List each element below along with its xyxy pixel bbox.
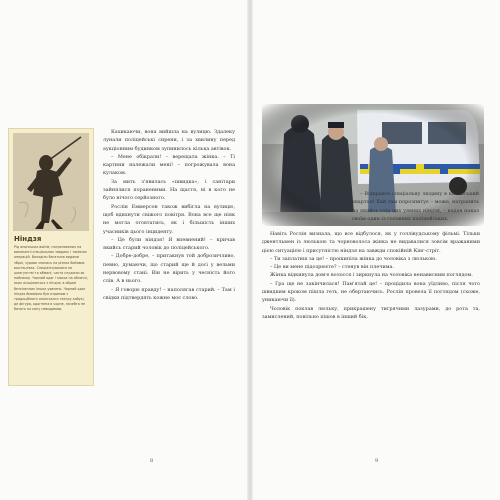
paragraph: Навіть Рослін визнала, що все відбулося, як у голлівудському фільмі. Тільки джентльмен із люлькою та чорноволоса жінка не видавалися зовсім вражаними цією ситуацією і присутністю ніндзя на завжди спокійній Кінг-стріт. — [262, 231, 480, 254]
right-top-text-column — [352, 190, 479, 223]
page-number-left: 8 — [150, 458, 154, 464]
paragraph: – Гра ще не закінчилася! Пам'ятай це! – процідила вона уїдливо, після чого швидким кроком пішла геть, не обертаючись. Рослін провела її поглядом (схоже, уникаючи її). — [262, 280, 480, 304]
sidebar-title: Ніндзя — [14, 235, 42, 243]
paragraph: Жінка відкинула довге волосся і зиркнула на чоловіка ненависним поглядом. — [270, 272, 473, 279]
ninja-illustration — [13, 133, 89, 231]
paragraph: За мить з'явилась «швидка», і санітари зайнялися пораненими. На щастя, ні в кого не було нічого серйозного. — [103, 178, 235, 202]
left-text-column — [103, 128, 235, 302]
paragraph: – Я говорю правду! – наполягав старий. – Там і свідки підтвердять кожне моє слово. — [103, 286, 235, 301]
paragraph: Кахикаючи, вона вийшла на вулицю. Здалеку лунали поліцейські сирени, і за хвилину перед аукціонним будинком зупинилось кілька автівок. — [103, 129, 235, 152]
paragraph: – Мене обікрали! – верещала жінка. – Ті картини належали мені! – погрожувала вона кулаком. — [103, 153, 235, 177]
paragraph: – Це були ніндзя! Я впевнений! – кричав якийсь старий чоловік до поліцейського. — [103, 236, 235, 252]
ninja-figure-icon — [13, 133, 89, 231]
paragraph: Чоловік поклав люльку, прикрашену тигрячими лазурами, до рота та, замислений, повільно пішов в інший бік. — [262, 305, 480, 320]
paragraph: Рослін Еммерсон також вибігла на вулицю, щоб вдихнути свіжого повітря. Вона все ще ніяк не могла оговтатись, як і більшість інших учасників цього інциденту. — [103, 203, 235, 235]
book-gutter — [247, 0, 253, 500]
right-text-column — [262, 230, 480, 321]
ninja-sidebar-box — [8, 128, 94, 386]
page-number-right: 9 — [375, 458, 379, 464]
paragraph: – Добре-добре, – притакнув той доброзичливо, певно, думаючи, що старий ще й досі у вельми нервовому стані. Він не вірить у чесність його слів. А в нього. — [103, 253, 235, 285]
paragraph: – Ти заплатиш за це! – прошипіла жінка до чоловіка з люлькою. — [270, 255, 437, 262]
paragraph: – Це ви мене підозрюєте? – стенув він плечима. — [270, 264, 394, 271]
sidebar-text: Рід японських воїнів, натренованих на виконанні спеціальних завдань і таємних операцій. Володіли багатьма видами зброї, чудово знались на різних бойових мистецтвах. Спеціалізувалися на шпигунстві та обмані, часто служили як найманці. Чорний одяг і маска на обличчі, яких асоціюються з ніндзя, в образі безкінечних інших уявлень. Чорний одяг ніндзя ймовірно був отримом з традиційного японського театру кабукі, де фігура, одягнена в чорне, начебто не бачать на кону невидимою. — [14, 245, 88, 312]
paragraph: – Відправте спеціальну людину в китайський квартал! Хай там порозпитує – може, натрапить на якийсь слід цих уявних ніндзя, – надав наказ своїм один із головних поліцейських. — [352, 191, 479, 222]
